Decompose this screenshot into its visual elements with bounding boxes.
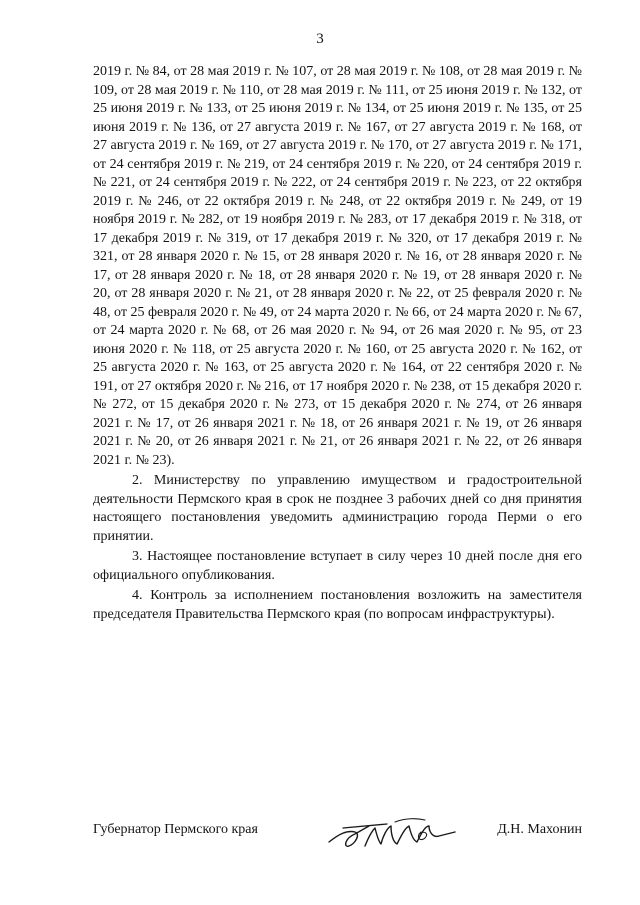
paragraph-continuation: 2019 г. № 84, от 28 мая 2019 г. № 107, от 28 мая 2019 г. № 108, от 28 мая 2019 г. № 109, от 28 мая 2019 г. № 110, от 28 мая 2019 г. № 111, от 25 июня 2019 г. № 132, от 25 июня 2019 г. № 133, от 25 июня 2019 г. № 134, от 25 июня 2019 г. № 135, от 25 июня 2019 г. № 136, от 27 августа 2019 г. № 167, от 27 августа 2019 г. № 168, от 27 августа 2019 г. № 169, от 27 августа 2019 г. № 170, от 27 августа 2019 г. № 171, от 24 сентября 2019 г. № 219, от 24 сентября 2019 г. № 220, от 24 сентября 2019 г. № 221, от 24 сентября 2019 г. № 222, от 24 сентября 2019 г. № 223, от 22 октября 2019 г. № 246, от 22 октября 2019 г. № 248, от 22 октября 2019 г. № 249, от 19 ноября 2019 г. № 282, от 19 ноября 2019 г. № 283, от 17 декабря 2019 г. № 318, от 17 декабря 2019 г. № 319, от 17 декабря 2019 г. № 320, от 17 декабря 2019 г. № 321, от 28 января 2020 г. № 15, от 28 января 2020 г. № 16, от 28 января 2020 г. № 17, от 28 января 2020 г. № 18, от 28 января 2020 г. № 19, от 28 января 2020 г. № 20, от 28 января 2020 г. № 21, от 28 января 2020 г. № 22, от 25 февраля 2020 г. № 48, от 25 февраля 2020 г. № 49, от 24 марта 2020 г. № 66, от 24 марта 2020 г. № 67, от 24 марта 2020 г. № 68, от 26 мая 2020 г. № 94, от 26 мая 2020 г. № 95, от 23 июня 2020 г. № 118, от 25 августа 2020 г. № 160, от 25 августа 2020 г. № 162, от 25 августа 2020 г. № 163, от 25 августа 2020 г. № 164, от 22 сентября 2020 г. № 191, от 27 октября 2020 г. № 216, от 17 ноября 2020 г. № 238, от 15 декабря 2020 г. № 272, от 15 декабря 2020 г. № 273, от 15 декабря 2020 г. № 274, от 26 января 2021 г. № 17, от 26 января 2021 г. № 18, от 26 января 2021 г. № 19, от 26 января 2021 г. № 20, от 26 января 2021 г. № 21, от 26 января 2021 г. № 22, от 26 января 2021 г. № 23).: [93, 64, 582, 468]
page-number: 3: [316, 31, 324, 47]
signature-block: [93, 812, 582, 856]
paragraph-item-2: 2. Министерству по управлению имуществом и градостроительной деятельности Пермского края в срок не позднее 3 рабочих дней со дня принятия настоящего постановления уведомить администрацию города Перми о его принятии.: [93, 473, 582, 544]
handwritten-signature: [325, 812, 459, 856]
document-body: [93, 63, 582, 624]
signer-name: Д.Н. Махонин: [497, 822, 582, 837]
paragraph-item-3: 3. Настоящее постановление вступает в силу через 10 дней после дня его официального опубликования.: [93, 549, 582, 583]
paragraph-item-4: 4. Контроль за исполнением постановления возложить на заместителя председателя Правительства Пермского края (по вопросам инфраструктуры).: [93, 588, 582, 622]
signer-position: Губернатор Пермского края: [93, 822, 258, 837]
